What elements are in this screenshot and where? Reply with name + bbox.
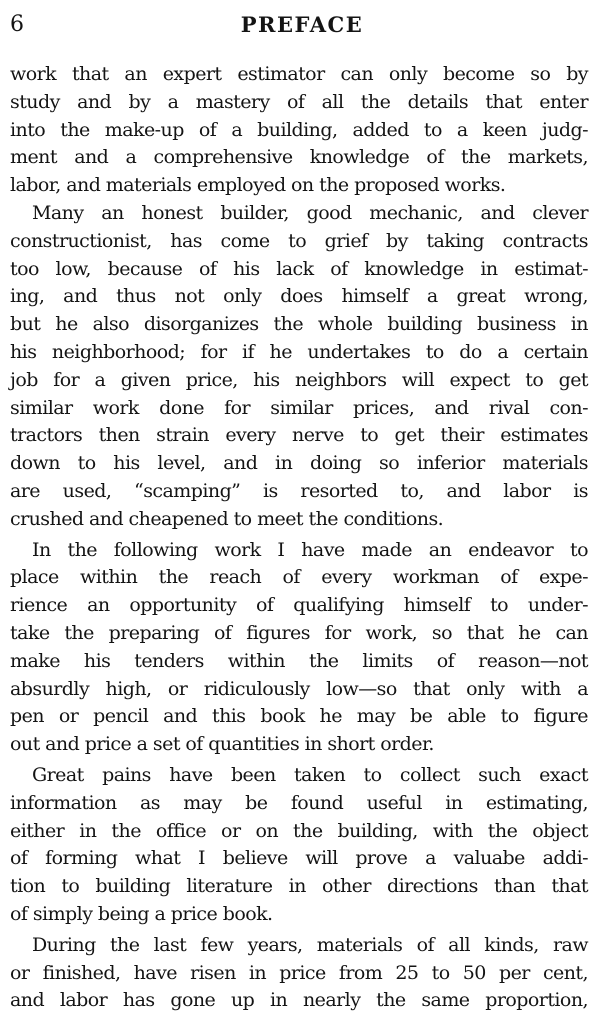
text-line: into the make-up of a building, added to a keen judg- [10,118,588,141]
text-line: ing, and thus not only does himself a great wrong, [10,285,588,308]
text-line: either in the office or on the building, with the object [10,819,588,842]
text-line: information as may be found useful in estimating, [10,791,588,814]
text-line: absurdly high, or ridiculously low—so that only with a [10,677,588,700]
text-line: down to his level, and in doing so inferior materials [10,452,588,475]
text-line: tractors then strain every nerve to get their estimates [10,424,588,447]
text-line: out and price a set of quantities in short order. [10,733,434,756]
text-line: are used, “scamping” is resorted to, and labor is [10,479,588,502]
text-line: but he also disorganizes the whole building business in [10,313,588,336]
text-line: constructionist, has come to grief by taking contracts [10,229,588,252]
page-header [0,12,604,42]
text-line: During the last few years, materials of all kinds, raw [32,933,588,956]
text-line: and labor has gone up in nearly the same proportion, [10,989,588,1012]
text-line: or finished, have risen in price from 25 to 50 per cent, [10,961,588,984]
text-line: Great pains have been taken to collect such exact [32,763,588,786]
text-line: take the preparing of figures for work, so that he can [10,621,588,644]
text-line: his neighborhood; for if he undertakes to do a certain [10,340,588,363]
text-line: make his tenders within the limits of reason—not [10,649,588,672]
text-line: similar work done for similar prices, and rival con- [10,396,588,419]
text-line: tion to building literature in other directions than that [10,875,588,898]
text-line: job for a given price, his neighbors will expect to get [10,368,588,391]
text-line: study and by a mastery of all the details that enter [10,90,588,113]
text-line: In the following work I have made an endeavor to [32,538,588,561]
paragraph [10,762,588,929]
text-line: too low, because of his lack of knowledge in estimat- [10,257,588,280]
paragraph [10,200,588,534]
text-line: crushed and cheapened to meet the conditions. [10,507,444,530]
paragraph [10,932,588,1015]
page-number: 6 [10,12,25,37]
text-line: pen or pencil and this book he may be able to figure [10,705,588,728]
running-head-title: PREFACE [240,12,364,37]
text-line: rience an opportunity of qualifying himself to under- [10,594,588,617]
paragraph [10,537,588,759]
body-text [10,61,588,1015]
text-line: ment and a comprehensive knowledge of the markets, [10,146,588,169]
text-line: work that an expert estimator can only become so by [10,63,588,85]
text-line: place within the reach of every workman of expe- [10,566,588,589]
text-line: of simply being a price book. [10,902,273,925]
paragraph [10,61,588,200]
text-line: Many an honest builder, good mechanic, and clever [32,201,588,224]
text-line: of forming what I believe will prove a valuabe addi- [10,847,588,870]
text-line: labor, and materials employed on the proposed works. [10,174,506,197]
